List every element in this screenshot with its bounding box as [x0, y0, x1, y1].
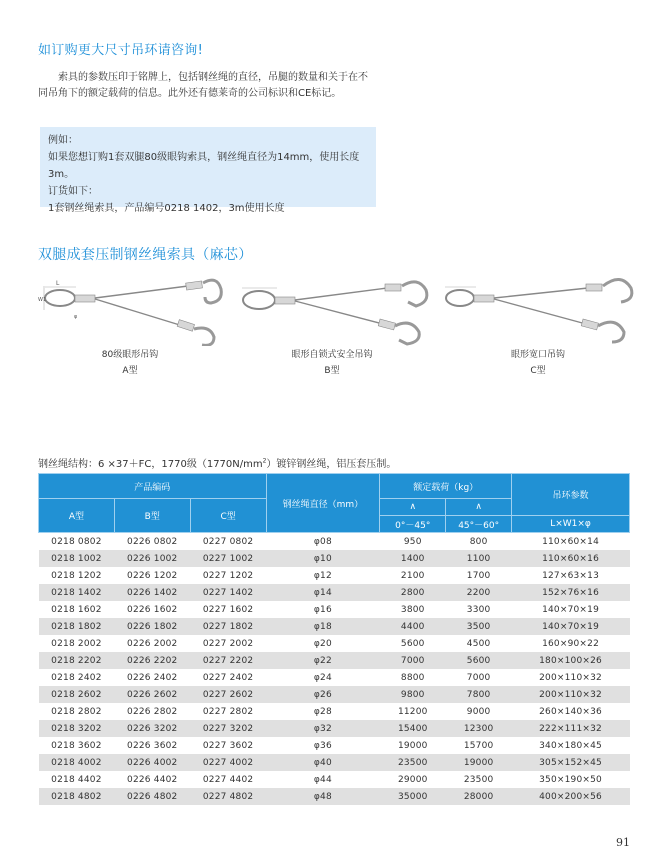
cell-load-45-60: 3500	[446, 618, 512, 635]
section-title: 双腿成套压制钢丝绳索具（麻芯）	[38, 247, 253, 263]
cell-load-45-60: 15700	[463, 740, 494, 751]
cell-ring-dims: 140×70×19	[512, 618, 630, 635]
cell-code-c: 0227 2802	[202, 706, 254, 717]
cell-code-a: 0218 2002	[51, 638, 102, 649]
table-row	[39, 771, 630, 788]
cell-code-c: 0227 0802	[202, 536, 254, 547]
cell-code-a: 0218 1202	[51, 570, 102, 581]
cell-load-0-45: 7000	[380, 652, 446, 669]
page-heading: 如订购更大尺寸吊环请咨询!	[38, 43, 204, 58]
table-row	[39, 567, 630, 584]
cell-code-c: 0227 2402	[202, 672, 254, 683]
diagram-b-type: B型	[324, 366, 340, 376]
cell-ring-dims: 127×63×13	[542, 570, 600, 581]
cell-ring-dims: 200×110×32	[512, 686, 630, 703]
header-angle-45-60: 45°－60°	[446, 516, 512, 533]
cell-load-45-60: 4500	[466, 638, 491, 649]
cell-code-b: 0226 3202	[114, 720, 190, 737]
cell-code-b: 0226 1802	[114, 618, 190, 635]
cell-load-0-45: 4400	[380, 618, 446, 635]
label-l: L	[56, 280, 60, 287]
cell-code-a: 0218 2202	[39, 652, 115, 669]
table-row	[39, 720, 630, 737]
cell-code-a: 0218 3202	[39, 720, 115, 737]
structure-prefix: 钢丝绳结构：6 ×37＋FC，1770级（1770N/mm	[38, 459, 263, 470]
cell-code-c: 0227 3602	[202, 740, 254, 751]
table-row	[39, 754, 630, 771]
diagram-a-caption	[55, 347, 205, 379]
cell-code-c: 0227 1602	[202, 604, 254, 615]
cell-load-0-45: 8800	[400, 672, 425, 683]
cell-code-a: 0218 1802	[39, 618, 115, 635]
cell-load-45-60: 3300	[466, 604, 491, 615]
cell-load-45-60: 1700	[466, 570, 491, 581]
structure-sup: 2	[262, 457, 267, 465]
cell-diameter: φ10	[266, 550, 380, 567]
cell-load-0-45: 1400	[380, 550, 446, 567]
cell-diameter: φ40	[266, 754, 380, 771]
diagram-a-name: 80级眼形吊钩	[101, 350, 159, 360]
label-phi: φ	[74, 314, 78, 320]
cell-load-45-60: 2200	[446, 584, 512, 601]
cell-load-45-60: 19000	[446, 754, 512, 771]
diagram-c-name: 眼形宽口吊钩	[510, 350, 565, 360]
cell-code-b: 0226 2402	[127, 672, 178, 683]
cell-diameter: φ44	[313, 774, 332, 785]
example-line-1: 例如：	[48, 135, 78, 146]
cell-code-b: 0226 3602	[127, 740, 178, 751]
cell-load-0-45: 2800	[380, 584, 446, 601]
cell-ring-dims: 200×110×32	[539, 672, 602, 683]
cell-diameter: φ18	[266, 618, 380, 635]
cell-diameter: φ48	[266, 788, 380, 805]
cell-code-b: 0226 2802	[127, 706, 178, 717]
cell-load-0-45: 15400	[380, 720, 446, 737]
cell-code-c: 0227 3202	[190, 720, 266, 737]
header-angle-symbol-1: ∧	[380, 499, 446, 516]
cell-ring-dims: 305×152×45	[512, 754, 630, 771]
table-body	[39, 533, 630, 806]
cell-ring-dims: 160×90×22	[542, 638, 600, 649]
cell-ring-dims: 152×76×16	[512, 584, 630, 601]
table-row	[39, 550, 630, 567]
diagram-b-caption	[257, 347, 407, 379]
cell-code-b: 0226 4002	[114, 754, 190, 771]
cell-code-c: 0227 4002	[190, 754, 266, 771]
cell-diameter: φ20	[313, 638, 332, 649]
cell-code-c: 0227 1402	[190, 584, 266, 601]
cell-diameter: φ14	[266, 584, 380, 601]
cell-code-a: 0218 2402	[51, 672, 102, 683]
cell-load-45-60: 9000	[466, 706, 491, 717]
cell-load-0-45: 950	[403, 536, 422, 547]
header-ring: 吊环参数	[512, 474, 630, 516]
cell-load-45-60: 23500	[463, 774, 494, 785]
cell-diameter: φ32	[266, 720, 380, 737]
wire-rope-structure-note	[38, 455, 396, 470]
table-row	[39, 788, 630, 805]
header-angle-symbol-2: ∧	[446, 499, 512, 516]
cell-ring-dims: 140×70×19	[542, 604, 600, 615]
cell-code-c: 0227 1002	[190, 550, 266, 567]
cell-code-b: 0226 1202	[127, 570, 178, 581]
cell-code-a: 0218 4402	[51, 774, 102, 785]
cell-code-b: 0226 0802	[127, 536, 178, 547]
cell-code-c: 0227 1802	[190, 618, 266, 635]
header-angle-0-45: 0°－45°	[380, 516, 446, 533]
cell-ring-dims: 222×111×32	[512, 720, 630, 737]
cell-code-b: 0226 2002	[127, 638, 178, 649]
cell-ring-dims: 260×140×36	[539, 706, 602, 717]
cell-load-45-60: 1100	[446, 550, 512, 567]
cell-load-45-60: 7800	[446, 686, 512, 703]
cell-code-a: 0218 3602	[51, 740, 102, 751]
table-row	[39, 618, 630, 635]
header-product-code: 产品编码	[39, 474, 267, 499]
cell-code-a: 0218 0802	[51, 536, 102, 547]
cell-load-45-60: 28000	[446, 788, 512, 805]
cell-code-c: 0227 2002	[202, 638, 254, 649]
cell-code-b: 0226 1402	[114, 584, 190, 601]
table-row	[39, 584, 630, 601]
cell-load-0-45: 29000	[397, 774, 428, 785]
cell-code-b: 0226 4402	[127, 774, 178, 785]
example-line-4: 1套钢丝绳索具，产品编号0218 1402，3m使用长度	[48, 203, 285, 214]
cell-code-a: 0218 4002	[39, 754, 115, 771]
cell-load-0-45: 3800	[400, 604, 425, 615]
diagram-c-caption	[463, 347, 613, 379]
cell-diameter: φ36	[313, 740, 332, 751]
diagram-b-name: 眼形自锁式安全吊钩	[291, 350, 373, 360]
example-line-3: 订货如下：	[48, 186, 98, 197]
cell-load-0-45: 9800	[380, 686, 446, 703]
cell-code-a: 0218 2802	[51, 706, 102, 717]
sling-diagram-b	[235, 274, 435, 346]
cell-code-b: 0226 1602	[127, 604, 178, 615]
cell-ring-dims: 180×100×26	[512, 652, 630, 669]
table-row	[39, 703, 630, 720]
cell-code-c: 0227 1202	[202, 570, 254, 581]
cell-load-0-45: 5600	[400, 638, 425, 649]
diagram-a-type: A型	[122, 366, 138, 376]
cell-load-0-45: 11200	[397, 706, 428, 717]
cell-diameter: φ24	[313, 672, 332, 683]
example-line-2: 如果您想订购1套双腿80级眼钩索具，钢丝绳直径为14mm，使用长度3m。	[48, 152, 360, 180]
sling-diagram-c	[438, 274, 638, 346]
sling-diagram-a	[38, 274, 228, 346]
cell-diameter: φ22	[266, 652, 380, 669]
header-load: 额定载荷（kg）	[380, 474, 512, 499]
intro-paragraph: 索具的参数压印于铭牌上，包括钢丝绳的直径，吊腿的数量和关于在不同吊角下的额定载荷的信息。此外还有德莱奇的公司标识和CE标记。	[38, 72, 368, 99]
table-row	[39, 737, 630, 754]
cell-ring-dims: 110×60×16	[512, 550, 630, 567]
cell-load-0-45: 19000	[397, 740, 428, 751]
cell-load-0-45: 23500	[380, 754, 446, 771]
cell-diameter: φ12	[313, 570, 332, 581]
example-box	[40, 127, 376, 214]
cell-code-b: 0226 2602	[114, 686, 190, 703]
cell-load-45-60: 7000	[466, 672, 491, 683]
header-type-b: B型	[114, 499, 190, 533]
header-diameter: 钢丝绳直径（mm）	[266, 474, 380, 533]
cell-code-c: 0227 2202	[190, 652, 266, 669]
cell-load-0-45: 35000	[380, 788, 446, 805]
cell-code-a: 0218 2602	[39, 686, 115, 703]
cell-diameter: φ28	[313, 706, 332, 717]
table-row	[39, 533, 630, 551]
cell-load-45-60: 12300	[446, 720, 512, 737]
cell-diameter: φ26	[266, 686, 380, 703]
cell-code-c: 0227 2602	[190, 686, 266, 703]
table-row	[39, 669, 630, 686]
cell-ring-dims: 350×190×50	[539, 774, 602, 785]
structure-suffix: ）镀锌钢丝绳，铝压套压制。	[266, 459, 397, 470]
cell-diameter: φ16	[313, 604, 332, 615]
cell-code-b: 0226 1002	[114, 550, 190, 567]
header-ring-dims: L×W1×φ	[512, 516, 630, 533]
cell-load-45-60: 5600	[446, 652, 512, 669]
product-table	[38, 473, 630, 805]
cell-code-a: 0218 4802	[39, 788, 115, 805]
table-row	[39, 652, 630, 669]
header-type-a: A型	[39, 499, 115, 533]
table-row	[39, 635, 630, 652]
cell-ring-dims: 400×200×56	[512, 788, 630, 805]
cell-code-c: 0227 4402	[202, 774, 254, 785]
cell-load-45-60: 800	[469, 536, 488, 547]
cell-ring-dims: 340×180×45	[539, 740, 602, 751]
cell-diameter: φ08	[313, 536, 332, 547]
diagram-c-type: C型	[530, 366, 546, 376]
cell-code-b: 0226 2202	[114, 652, 190, 669]
table-row	[39, 601, 630, 618]
cell-code-c: 0227 4802	[190, 788, 266, 805]
cell-code-a: 0218 1602	[51, 604, 102, 615]
cell-load-0-45: 2100	[400, 570, 425, 581]
label-w1: W1	[38, 297, 47, 303]
cell-code-b: 0226 4802	[114, 788, 190, 805]
table-row	[39, 686, 630, 703]
header-type-c: C型	[190, 499, 266, 533]
page-number: 91	[616, 836, 630, 849]
cell-code-a: 0218 1402	[39, 584, 115, 601]
cell-ring-dims: 110×60×14	[542, 536, 600, 547]
cell-code-a: 0218 1002	[39, 550, 115, 567]
